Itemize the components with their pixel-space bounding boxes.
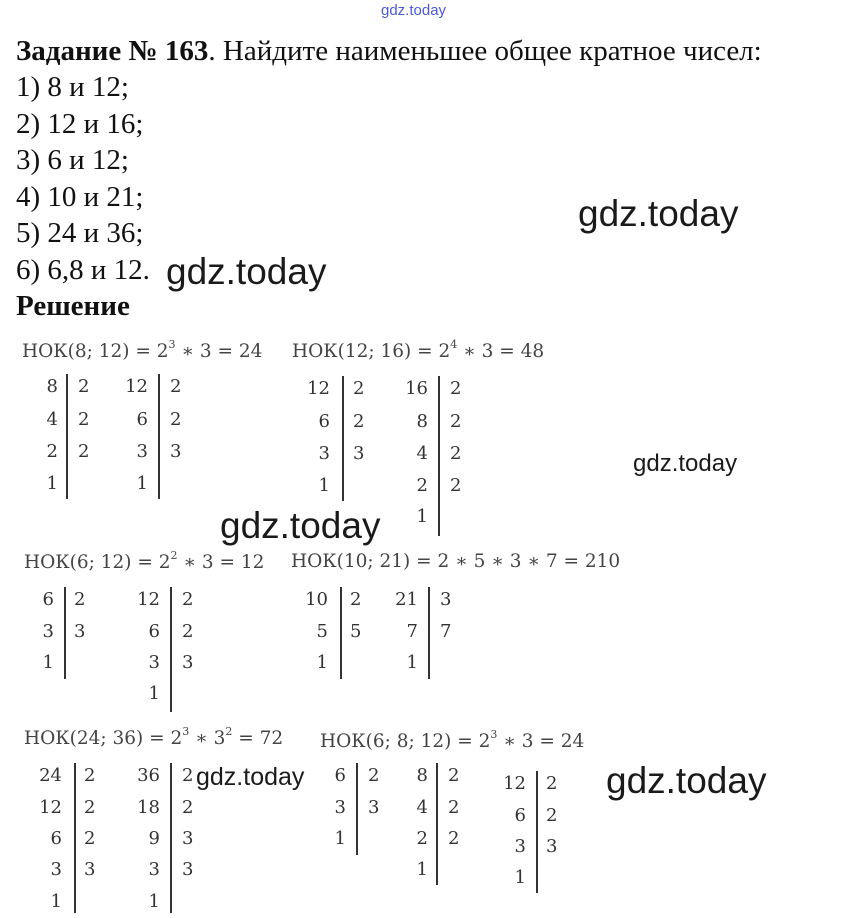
watermark-4: gdz.today (220, 505, 381, 546)
formula-lcm-6-12: НОК(6; $12) = 2^2$ ∗ 3 = 12 (24, 549, 265, 574)
task-text: . Найдите наименьшее общее кратное чисел: (208, 35, 762, 67)
watermark-top: gdz.today (381, 2, 447, 19)
formula-lcm-8-12: НОК(8; $12) = 2^3$ ∗ 3 = 24 (22, 338, 263, 363)
task-item-4: 4) 10 и 21; (16, 181, 144, 213)
formula-lcm-12-16: НОК(12; $16) = 2^4$ ∗ 3 = 48 (292, 338, 545, 363)
watermark-2: gdz.today (166, 251, 327, 292)
formula-lcm-10-21: НОК(10; 21) = 2 ∗ 5 ∗ 3 ∗ 7 = 210 (291, 551, 621, 572)
watermark-6: gdz.today (606, 760, 767, 801)
formula-lcm-6-8-12: НОК(6; 8; $12) = 2^3$ ∗ 3 = 24 (320, 728, 585, 753)
solution-heading: Решение (16, 290, 130, 322)
formula-lcm-24-36: НОК(24; $36) = 2^3$ ∗ $3^2 = 72$ (24, 725, 284, 750)
watermark-5: gdz.today (196, 763, 305, 791)
task-item-5: 5) 24 и 36; (16, 217, 144, 249)
watermark-1: gdz.today (578, 193, 739, 234)
task-label: Задание № 163 (16, 35, 209, 67)
task-item-1: 1) 8 и 12; (16, 71, 129, 103)
task-item-6: 6) 6,8 и 12. (16, 254, 150, 286)
watermark-3: gdz.today (633, 450, 738, 477)
task-heading (16, 34, 762, 68)
task-item-3: 3) 6 и 12; (16, 144, 129, 176)
task-item-2: 2) 12 и 16; (16, 108, 144, 140)
